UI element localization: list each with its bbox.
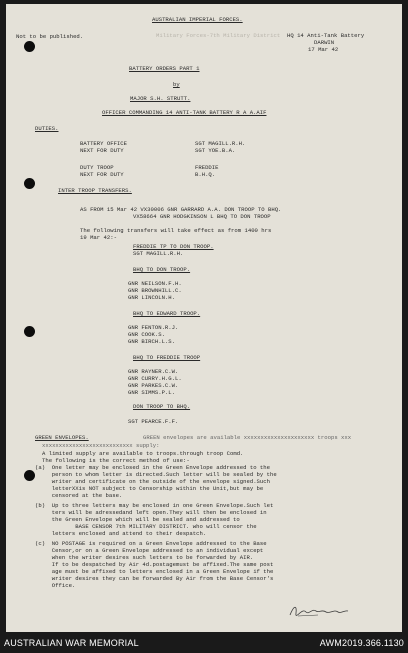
body-line: letters enclosed and attend to their despatch.: [35, 530, 207, 537]
date-line: 17 Mar 42: [308, 46, 339, 53]
green-heading: GREEN ENVELOPES.: [35, 434, 89, 441]
body-line: censored at the base.: [35, 492, 123, 499]
group-title: FREDDIE TP TO DON TROOP.: [133, 243, 214, 250]
group-name: GNR COOK.S.: [128, 331, 165, 338]
transfer-intro: The following transfers will take effect as from 1400 hrs: [80, 227, 272, 234]
duty-right: B.H.Q.: [195, 171, 216, 178]
body-line: A limited supply are available to troops.through troop Comd.: [42, 450, 244, 457]
punch-hole: [24, 470, 35, 481]
body-line: The following is the correct method of use:-: [42, 457, 190, 464]
group-title: BHQ TO FREDDIE TROOP: [133, 354, 201, 361]
body-line: If to be despatched by Air 4d.postagemust be affixed.The same post: [35, 561, 274, 568]
footer-id: AWM2019.366.1130: [319, 638, 404, 648]
hq-line: HQ 14 Anti-Tank Battery: [287, 32, 365, 39]
faint-stamp: Military Forces-7th Military District: [156, 32, 281, 39]
duty-right: SGT YOE.B.A.: [195, 147, 236, 154]
punch-hole: [24, 178, 35, 189]
body-line: BASE CENSOR 7th MILITARY DISTRICT. who will censor the: [35, 523, 257, 530]
transfer-line: VX58664 GNR HODGKINSON L BHQ TO DON TROOP: [133, 213, 271, 220]
org-heading: AUSTRALIAN IMPERIAL FORCES.: [152, 16, 243, 23]
duties-heading: DUTIES.: [35, 125, 59, 132]
group-name: GNR SIMMS.P.L.: [128, 389, 175, 396]
group-name: GNR PARKES.C.W.: [128, 382, 179, 389]
group-name: GNR NEILSON.F.H.: [128, 280, 182, 287]
duty-left: NEXT FOR DUTY: [80, 171, 124, 178]
group-name: SGT MAGILL.R.H.: [133, 250, 184, 257]
body-line: (b) Up to three letters may be enclosed in one Green Envelope.Such let: [35, 502, 274, 509]
body-line: writer and certificate on the outside of the envelope signed.Such: [35, 478, 270, 485]
body-line: letterXXis NOT subject to Censorship within the Unit,but may be: [35, 485, 264, 492]
group-name: GNR FENTON.R.J.: [128, 324, 179, 331]
page-title: BATTERY ORDERS PART 1: [129, 65, 200, 72]
body-line: (c) NO POSTAGE is required on a Green Envelope addressed to the Base: [35, 540, 267, 547]
body-line: when the writer desires such letters to be forwarded by AIR.: [35, 554, 254, 561]
body-line: Office.: [35, 582, 76, 589]
footer-bar: [0, 634, 408, 653]
body-line: (a) One letter may be enclosed in the Green Envelope addressed to the: [35, 464, 270, 471]
body-line: Censor,or on a Green Envelope addressed to an individual except: [35, 547, 264, 554]
duty-left: NEXT FOR DUTY: [80, 147, 124, 154]
group-title: BHQ TO DON TROOP.: [133, 266, 191, 273]
handwritten-signature: [288, 603, 350, 619]
group-name: GNR RAYNER.C.W.: [128, 368, 179, 375]
duty-right: SGT MAGILL.R.H.: [195, 140, 246, 147]
punch-hole: [24, 41, 35, 52]
group-name: SGT PEARCE.F.F.: [128, 418, 179, 425]
not-published-note: Not to be published.: [16, 33, 84, 40]
group-name: GNR BIRCH.L.S.: [128, 338, 175, 345]
struck-text: xxxxxxxxxxxxxxxxxxxxxxxxxxx supply:: [42, 442, 160, 449]
major-line: MAJOR S.H. STRUTT.: [130, 95, 191, 102]
body-line: person to whom letter is directed.Such letter will be sealed by the: [35, 471, 277, 478]
group-name: GNR LINCOLN.H.: [128, 294, 175, 301]
group-title: BHQ TO EDWARD TROOP.: [133, 310, 201, 317]
duty-left: DUTY TROOP: [80, 164, 114, 171]
body-line: the Green Envelope which will be sealed and addressed to: [35, 516, 240, 523]
transfer-line: AS FROM 15 Mar 42 VX30006 GNR GARRARD A.A. DON TROOP TO BHQ.: [80, 206, 282, 213]
document-page: [6, 4, 402, 632]
body-line: ters will be adressedand left open.They will then be enclosed in: [35, 509, 267, 516]
officer-line: OFFICER COMMANDING 14 ANTI-TANK BATTERY R A A.AIF: [102, 109, 267, 116]
duty-left: BATTERY OFFICE: [80, 140, 127, 147]
body-line: writer desires they can be forwarded By Air from the Base Censor's: [35, 575, 274, 582]
duty-right: FREDDIE: [195, 164, 219, 171]
transfers-heading: INTER TROOP TRANSFERS.: [58, 187, 132, 194]
place-line: DARWIN: [314, 39, 335, 46]
punch-hole: [24, 326, 35, 337]
transfer-intro: 19 Mar 42:-: [80, 234, 117, 241]
body-line: age must be affixed to letters enclosed in a Green Envelope if the: [35, 568, 274, 575]
group-name: GNR BROWNHILL.C.: [128, 287, 182, 294]
by-line: by: [173, 81, 180, 88]
footer-source: AUSTRALIAN WAR MEMORIAL: [4, 638, 139, 648]
group-name: GNR CURRY.H.G.L.: [128, 375, 182, 382]
group-title: DON TROOP TO BHQ.: [133, 403, 191, 410]
struck-text: GREEN envelopes are available xxxxxxxxxxxxxxxxxxxxx troops xxx: [143, 434, 352, 441]
